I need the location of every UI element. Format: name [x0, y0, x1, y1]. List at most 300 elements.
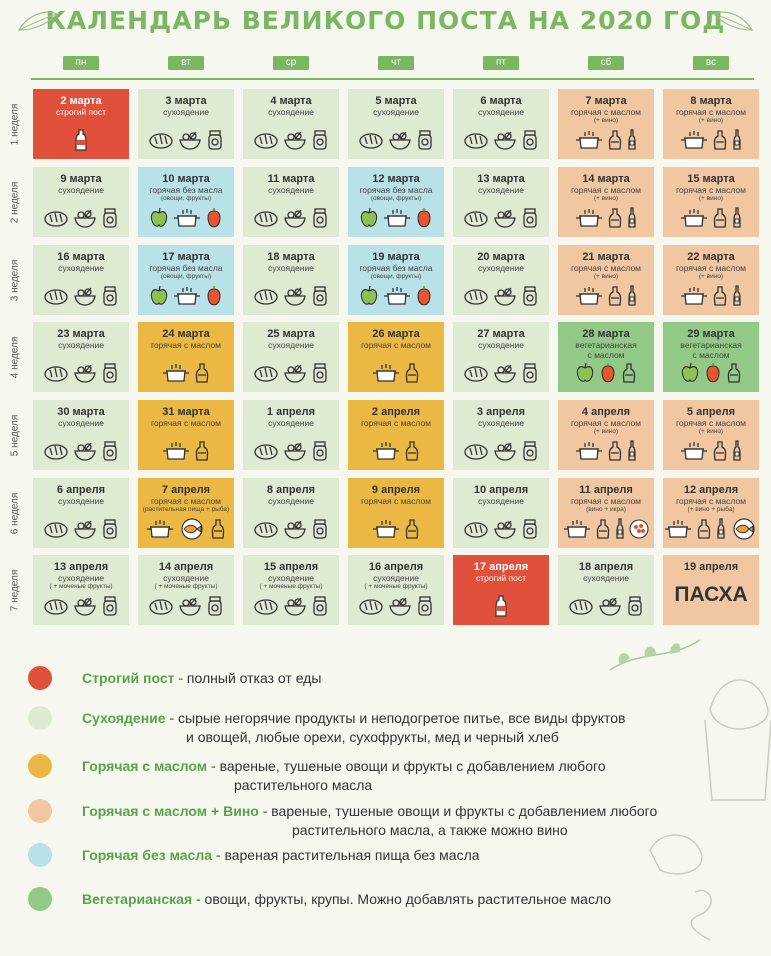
day-cell	[663, 478, 759, 548]
jar-icon	[311, 518, 329, 540]
day-description: вегетарианская	[575, 340, 637, 350]
oil-bottle-icon	[607, 129, 623, 151]
jar-icon	[101, 285, 119, 307]
day-cell	[243, 555, 339, 625]
bread-icon	[43, 440, 69, 462]
day-header: вс	[693, 56, 729, 70]
day-date: 16 марта	[57, 251, 105, 263]
jar-icon	[311, 207, 329, 229]
week-label	[4, 89, 26, 159]
day-header: пн	[63, 56, 99, 70]
day-description: горячая с маслом	[570, 263, 642, 273]
day-description: горячая с маслом	[150, 496, 222, 506]
day-description: горячая с маслом	[150, 340, 222, 350]
day-note: (овощи, фрукты)	[370, 195, 422, 202]
day-date: 4 апреля	[581, 406, 631, 418]
legend-definition-cont: и овощей, любые орехи, сухофрукты, мед и черный хлеб	[186, 729, 559, 745]
day-description: горячая с маслом	[570, 418, 642, 428]
jar-icon	[521, 440, 539, 462]
jar-icon	[311, 285, 329, 307]
pot-icon	[383, 207, 411, 229]
bread-icon	[43, 518, 69, 540]
bread-icon	[253, 285, 279, 307]
leaf-ornament-icon	[711, 8, 755, 34]
day-note: (растительная пища + рыба)	[142, 506, 230, 513]
week-label	[4, 478, 26, 548]
day-note: (+ вино)	[698, 117, 724, 124]
day-note: (+ вино)	[593, 195, 619, 202]
apple-icon	[149, 207, 169, 229]
day-description: горячая с маслом	[360, 418, 432, 428]
oil-bottle-icon	[607, 440, 623, 462]
pot-icon	[173, 207, 201, 229]
salad-bowl-icon	[73, 285, 97, 307]
day-header: пт	[483, 56, 519, 70]
day-description: сухоядение	[583, 573, 629, 583]
bread-icon	[253, 595, 279, 617]
pot-icon	[383, 285, 411, 307]
day-cell	[33, 322, 129, 392]
day-description: строгий пост	[475, 573, 527, 583]
day-date: 8 апреля	[266, 484, 316, 496]
pot-icon	[575, 207, 603, 229]
salad-bowl-icon	[73, 362, 97, 384]
week-label	[4, 167, 26, 237]
bread-icon	[253, 362, 279, 384]
jar-icon	[311, 362, 329, 384]
day-description: сухоядение	[58, 263, 104, 273]
caviar-icon	[629, 518, 649, 540]
jar-icon	[416, 129, 434, 151]
day-date: 15 апреля	[263, 561, 319, 573]
pot-icon	[146, 518, 174, 540]
day-description: горячая с маслом	[675, 107, 747, 117]
day-cell	[453, 245, 549, 315]
jar-icon	[206, 595, 224, 617]
week-label-text: 3 неделя	[9, 259, 21, 301]
bread-icon	[148, 595, 174, 617]
day-cell	[663, 167, 759, 237]
pepper-icon	[599, 362, 617, 384]
day-description: сухоядение	[58, 340, 104, 350]
jar-icon	[101, 440, 119, 462]
day-date: 22 марта	[687, 251, 735, 263]
day-date: 1 апреля	[266, 406, 316, 418]
wine-bottle-icon	[615, 518, 625, 540]
day-description: горячая с маслом	[360, 340, 432, 350]
oil-bottle-icon	[607, 285, 623, 307]
jar-icon	[101, 518, 119, 540]
day-description: горячая с маслом	[675, 496, 747, 506]
week-label	[4, 400, 26, 470]
pepper-icon	[205, 207, 223, 229]
apple-icon	[149, 285, 169, 307]
day-date: 24 марта	[162, 328, 210, 340]
oil-bottle-icon	[607, 207, 623, 229]
jar-icon	[206, 129, 224, 151]
salad-bowl-icon	[388, 595, 412, 617]
pepper-icon	[704, 362, 722, 384]
bread-icon	[253, 207, 279, 229]
day-header: ср	[273, 56, 309, 70]
day-note: (+ вино + рыба)	[687, 506, 735, 513]
fish-plate-icon	[730, 518, 758, 540]
pot-icon	[680, 207, 708, 229]
bread-icon	[463, 440, 489, 462]
day-description: сухоядение	[163, 573, 209, 583]
day-cell	[348, 555, 444, 625]
day-date: 14 апреля	[158, 561, 214, 573]
jar-icon	[311, 595, 329, 617]
day-description: сухоядение	[268, 573, 314, 583]
day-description: сухоядение	[58, 418, 104, 428]
week-label-text: 1 неделя	[9, 103, 21, 145]
day-cell	[243, 245, 339, 315]
day-cell	[33, 89, 129, 159]
day-date: 14 марта	[582, 173, 630, 185]
day-description: горячая с маслом	[675, 263, 747, 273]
day-cell	[138, 322, 234, 392]
day-date: 2 марта	[60, 95, 102, 107]
day-date: 27 марта	[477, 328, 525, 340]
oil-bottle-icon	[712, 440, 728, 462]
oil-bottle-icon	[726, 362, 742, 384]
jar-icon	[311, 440, 329, 462]
wine-bottle-icon	[732, 285, 742, 307]
week-label-text: 4 неделя	[9, 336, 21, 378]
pot-icon	[372, 518, 400, 540]
bread-icon	[43, 362, 69, 384]
day-date: 7 марта	[585, 95, 627, 107]
jar-icon	[101, 595, 119, 617]
day-date: 13 марта	[477, 173, 525, 185]
legend-term: Сухоядение -	[82, 710, 175, 726]
day-description: горячая без масла	[149, 185, 223, 195]
apple-icon	[575, 362, 595, 384]
legend-term: Вегетарианская -	[82, 891, 201, 907]
day-date: 16 апреля	[368, 561, 424, 573]
day-cell	[243, 478, 339, 548]
easter-cake-sketch-icon	[600, 630, 771, 956]
day-cell	[243, 400, 339, 470]
day-description: вегетарианская	[680, 340, 742, 350]
apple-icon	[359, 207, 379, 229]
wine-bottle-icon	[627, 440, 637, 462]
day-note: (овощи, фрукты)	[370, 273, 422, 280]
jar-icon	[521, 362, 539, 384]
week-label-text: 7 неделя	[9, 569, 21, 611]
day-description: сухоядение	[268, 263, 314, 273]
day-description-extra: с маслом	[587, 350, 625, 360]
day-date: 20 марта	[477, 251, 525, 263]
day-cell	[138, 167, 234, 237]
page-title: КАЛЕНДАРЬ ВЕЛИКОГО ПОСТА НА 2020 ГОД	[45, 6, 726, 35]
day-date: 29 марта	[687, 328, 735, 340]
legend-term: Строгий пост -	[82, 670, 184, 686]
water-bottle-icon	[74, 129, 88, 151]
day-cell	[663, 89, 759, 159]
salad-bowl-icon	[283, 595, 307, 617]
day-description: горячая с маслом	[150, 418, 222, 428]
day-cell	[558, 322, 654, 392]
oil-bottle-icon	[712, 285, 728, 307]
day-date: 9 апреля	[371, 484, 421, 496]
water-bottle-icon	[494, 595, 508, 617]
wine-bottle-icon	[716, 518, 726, 540]
day-description: горячая с маслом	[675, 185, 747, 195]
bread-icon	[463, 285, 489, 307]
day-description: сухоядение	[373, 573, 419, 583]
legend-item	[28, 706, 626, 745]
day-cell	[558, 89, 654, 159]
day-cell	[453, 89, 549, 159]
bread-icon	[358, 595, 384, 617]
day-date: 3 апреля	[476, 406, 526, 418]
legend-definition-cont: растительного масла, а также можно вино	[292, 822, 568, 838]
day-description: горячая с маслом	[570, 185, 642, 195]
legend-definition: сырые негорячие продукты и неподогретое питье, все виды фруктов	[174, 710, 626, 726]
day-note: ( + моченые фрукты)	[154, 583, 218, 590]
day-note: (овощи, фрукты)	[160, 273, 212, 280]
day-cell	[348, 478, 444, 548]
day-date: 31 марта	[162, 406, 210, 418]
day-cell	[33, 245, 129, 315]
week-label-text: 5 неделя	[9, 414, 21, 456]
day-cell	[663, 245, 759, 315]
pot-icon	[173, 285, 201, 307]
salad-bowl-icon	[493, 440, 517, 462]
easter-label: ПАСХА	[674, 583, 748, 606]
day-description: горячая с маслом	[570, 496, 642, 506]
legend-swatch	[28, 799, 52, 823]
day-description: сухоядение	[268, 340, 314, 350]
day-note: (+ вино)	[593, 117, 619, 124]
wine-bottle-icon	[627, 207, 637, 229]
header-divider	[31, 78, 754, 80]
bread-icon	[463, 129, 489, 151]
day-date: 5 апреля	[686, 406, 736, 418]
oil-bottle-icon	[194, 440, 210, 462]
day-date: 21 марта	[582, 251, 630, 263]
salad-bowl-icon	[493, 207, 517, 229]
bread-icon	[463, 518, 489, 540]
salad-bowl-icon	[73, 440, 97, 462]
day-date: 10 апреля	[473, 484, 529, 496]
wine-bottle-icon	[732, 207, 742, 229]
day-cell	[348, 400, 444, 470]
day-cell	[138, 89, 234, 159]
day-date: 15 марта	[687, 173, 735, 185]
day-date: 18 марта	[267, 251, 315, 263]
day-cell	[243, 322, 339, 392]
salad-bowl-icon	[598, 595, 622, 617]
legend-definition: овощи, фрукты, крупы. Можно добавлять растительное масло	[200, 891, 612, 907]
oil-bottle-icon	[621, 362, 637, 384]
pot-icon	[372, 440, 400, 462]
salad-bowl-icon	[73, 207, 97, 229]
apple-icon	[359, 285, 379, 307]
day-date: 17 апреля	[473, 561, 529, 573]
day-note: (+ вино)	[593, 273, 619, 280]
bread-icon	[43, 207, 69, 229]
day-date: 3 марта	[165, 95, 207, 107]
day-cell	[33, 555, 129, 625]
day-date: 2 апреля	[371, 406, 421, 418]
jar-icon	[626, 595, 644, 617]
pot-icon	[575, 440, 603, 462]
jar-icon	[521, 518, 539, 540]
day-cell	[558, 167, 654, 237]
pot-icon	[680, 285, 708, 307]
day-cell	[138, 478, 234, 548]
pot-icon	[162, 362, 190, 384]
day-note: ( + моченые фрукты)	[49, 583, 113, 590]
fish-plate-icon	[178, 518, 206, 540]
day-header: сб	[588, 56, 624, 70]
day-description: сухоядение	[268, 418, 314, 428]
day-cell	[558, 555, 654, 625]
day-description: сухоядение	[478, 340, 524, 350]
bread-icon	[253, 518, 279, 540]
day-description: горячая с маслом	[360, 496, 432, 506]
legend-definition: вареные, тушеные овощи и фрукты с добавлением любого	[215, 758, 606, 774]
pot-icon	[372, 362, 400, 384]
oil-bottle-icon	[404, 362, 420, 384]
day-description: горячая без масла	[359, 263, 433, 273]
salad-bowl-icon	[283, 207, 307, 229]
day-cell	[558, 478, 654, 548]
oil-bottle-icon	[712, 129, 728, 151]
day-cell	[348, 89, 444, 159]
day-note: (овощи, фрукты)	[160, 195, 212, 202]
salad-bowl-icon	[493, 285, 517, 307]
legend-swatch	[28, 706, 52, 730]
day-note: (вино + икра)	[586, 506, 626, 513]
oil-bottle-icon	[194, 362, 210, 384]
day-date: 30 марта	[57, 406, 105, 418]
day-cell	[558, 245, 654, 315]
day-cell	[453, 167, 549, 237]
legend-item	[28, 799, 658, 838]
day-date: 13 апреля	[53, 561, 109, 573]
legend-definition: полный отказ от еды	[183, 670, 322, 686]
day-cell	[663, 555, 759, 625]
week-label	[4, 555, 26, 625]
jar-icon	[101, 207, 119, 229]
day-date: 23 марта	[57, 328, 105, 340]
day-description-extra: с маслом	[692, 350, 730, 360]
salad-bowl-icon	[283, 129, 307, 151]
week-label-text: 6 неделя	[9, 492, 21, 534]
bread-icon	[463, 362, 489, 384]
day-date: 28 марта	[582, 328, 630, 340]
day-cell	[453, 478, 549, 548]
day-description: сухоядение	[163, 107, 209, 117]
day-date: 10 марта	[162, 173, 210, 185]
day-description: горячая без масла	[359, 185, 433, 195]
day-description: сухоядение	[478, 263, 524, 273]
day-note: (+ вино)	[698, 195, 724, 202]
day-date: 26 марта	[372, 328, 420, 340]
bread-icon	[43, 285, 69, 307]
day-cell	[138, 245, 234, 315]
oil-bottle-icon	[404, 518, 420, 540]
day-date: 17 марта	[162, 251, 210, 263]
day-cell	[33, 400, 129, 470]
day-cell	[453, 555, 549, 625]
day-note: (+ вино)	[593, 428, 619, 435]
salad-bowl-icon	[283, 285, 307, 307]
day-description: строгий пост	[55, 107, 107, 117]
day-description: сухоядение	[58, 185, 104, 195]
day-description: сухоядение	[268, 107, 314, 117]
salad-bowl-icon	[493, 518, 517, 540]
day-date: 12 апреля	[683, 484, 739, 496]
jar-icon	[521, 285, 539, 307]
legend-swatch	[28, 887, 52, 911]
bread-icon	[358, 129, 384, 151]
jar-icon	[521, 129, 539, 151]
bread-icon	[148, 129, 174, 151]
day-description: горячая без масла	[149, 263, 223, 273]
day-cell	[243, 89, 339, 159]
pot-icon	[680, 129, 708, 151]
day-description: горячая с маслом	[675, 418, 747, 428]
wine-bottle-icon	[627, 285, 637, 307]
salad-bowl-icon	[283, 362, 307, 384]
day-date: 18 апреля	[578, 561, 634, 573]
jar-icon	[311, 129, 329, 151]
day-cell	[243, 167, 339, 237]
day-cell	[663, 322, 759, 392]
day-cell	[453, 400, 549, 470]
day-note: ( + моченые фрукты)	[364, 583, 428, 590]
day-header: вт	[168, 56, 204, 70]
day-cell	[453, 322, 549, 392]
day-date: 19 марта	[372, 251, 420, 263]
bread-icon	[253, 129, 279, 151]
week-label	[4, 322, 26, 392]
salad-bowl-icon	[388, 129, 412, 151]
oil-bottle-icon	[210, 518, 226, 540]
bread-icon	[568, 595, 594, 617]
oil-bottle-icon	[712, 207, 728, 229]
day-date: 9 марта	[60, 173, 102, 185]
salad-bowl-icon	[73, 595, 97, 617]
oil-bottle-icon	[696, 518, 712, 540]
day-date: 6 марта	[480, 95, 522, 107]
bread-icon	[253, 440, 279, 462]
salad-bowl-icon	[283, 440, 307, 462]
legend-term: Горячая без масла -	[82, 847, 221, 863]
day-description: сухоядение	[478, 496, 524, 506]
day-date: 25 марта	[267, 328, 315, 340]
salad-bowl-icon	[178, 595, 202, 617]
legend-item	[28, 666, 322, 690]
oil-bottle-icon	[595, 518, 611, 540]
legend-definition: вареная растительная пища без масла	[220, 847, 480, 863]
day-description: сухоядение	[478, 418, 524, 428]
day-description: сухоядение	[268, 496, 314, 506]
day-date: 7 апреля	[161, 484, 211, 496]
day-cell	[33, 167, 129, 237]
legend-item	[28, 843, 480, 867]
day-description: сухоядение	[478, 107, 524, 117]
pot-icon	[162, 440, 190, 462]
day-description: сухоядение	[478, 185, 524, 195]
day-description: горячая с маслом	[570, 107, 642, 117]
day-description: сухоядение	[58, 496, 104, 506]
